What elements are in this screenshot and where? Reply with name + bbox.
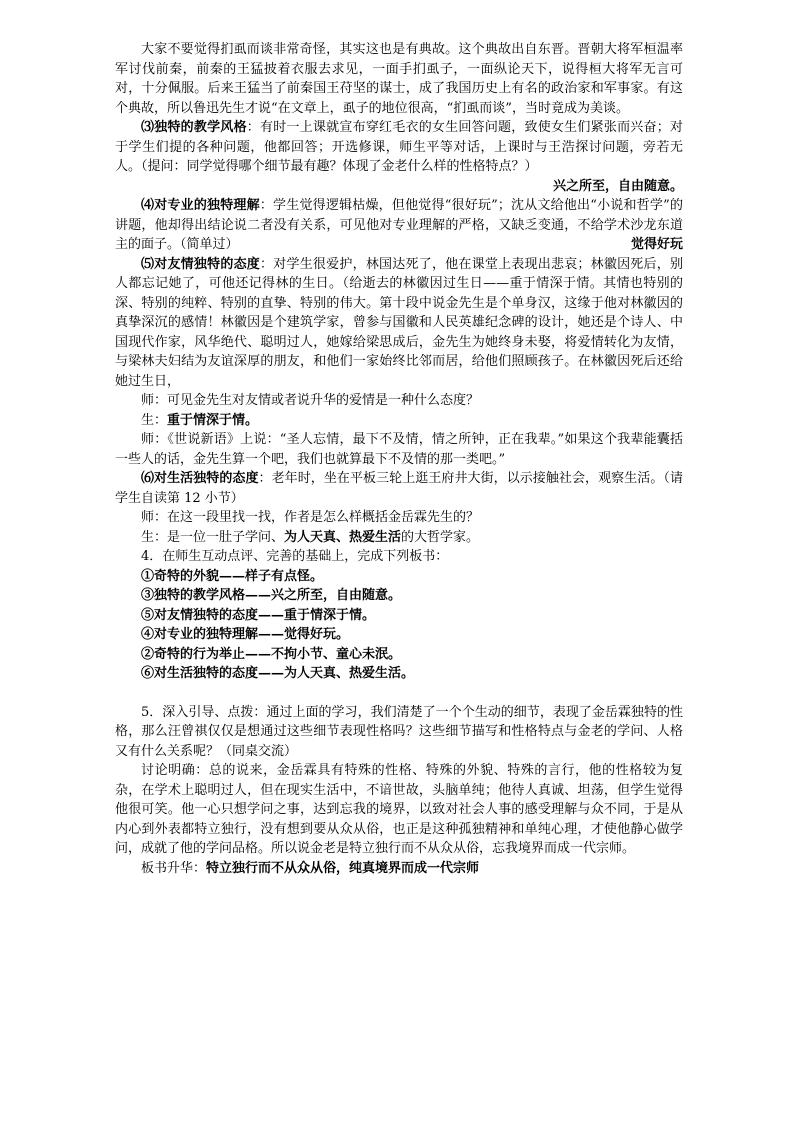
blackboard-list-item: ①奇特的外貌——样子有点怪。 <box>141 568 324 584</box>
paragraph-deep-guidance: 5．深入引导、点拨：通过上面的学习，我们清楚了一个个生动的细节，表现了金岳霖独特的性格，那么汪曾祺仅仅是想通过这些细节表现性格吗？这些细节描写和性格特点与金老的学问、人格又有什么关系呢？（同桌交流） <box>115 704 683 759</box>
section-text: ：学生觉得逻辑枯燥，但他觉得“很好玩”；沈从文给他出“小说和哲学”的讲题，他却得出结论说二者没有关系，可见他对专业理解的严格，又缺乏变通，不给学术沙龙东道主的面子。（简单过） <box>115 198 683 252</box>
paragraph-life-attitude <box>115 469 683 508</box>
teacher-question-summary: 师：在这一段里找一找，作者是怎么样概括金岳霖先生的？ <box>141 510 480 525</box>
paragraph-friendship-attitude <box>115 255 683 392</box>
answer-suffix: 的大哲学家。 <box>401 529 480 545</box>
blackboard-list-item: ④对专业的独特理解——觉得好玩。 <box>141 627 350 642</box>
teaching-style-conclusion: 兴之所至，自由随意。 <box>552 178 683 194</box>
student-answer-summary <box>115 528 683 548</box>
teacher-quote-shishuo: 师：《世说新语》上说：“圣人忘情，最下不及情，情之所钟，正在我辈。”如果这个我辈能囊括一些人的话，金先生算一个吧，我们也就算最下不及情的那一类吧。” <box>115 432 683 467</box>
student-answer-friendship <box>115 411 683 431</box>
document-page <box>115 40 683 878</box>
section-label: ⑷对专业的独特理解 <box>141 198 260 213</box>
blackboard-list-item: ②奇特的行为举止——不拘小节、童心未泯。 <box>141 646 402 662</box>
section-label: ⑶独特的教学风格 <box>141 120 247 135</box>
blackboard-list-item: ③独特的教学风格——兴之所至，自由随意。 <box>141 588 402 603</box>
blackboard-instruction: 4．在师生互动点评、完善的基础上，完成下列板书： <box>141 549 449 564</box>
summary-prefix: 板书升华： <box>141 860 207 876</box>
paragraph-teaching-style <box>115 118 683 177</box>
section-text: ：对学生很爱护，林国达死了，他在课堂上表现出悲哀；林徽因死后，别人都忘记她了，可他还记得林的生日。（给逝去的林徽因过生日——重于情深于情。其情也特别的深、特别的纯粹、特别的直挚、特别的伟大。第十段中说金先生是个单身汉，这缘于他对林徽因的真挚深沉的感情！林徽因是个建筑学家，曾参与国徽和人民英雄纪念碑的设计，她还是个诗人、中国现代作家，风华绝代、聪明过人，她嫁给梁思成后，金先生为她终身未娶，将爱情转化为友情，与梁林夫妇结为友谊深厚的朋友，和他们一家始终比邻而居，给他们照顾孩子。在林徽因死后还给她过生日， <box>115 256 683 389</box>
section-label: ⑹对生活独特的态度 <box>141 471 259 486</box>
section-label: ⑸对友情独特的态度 <box>141 256 261 272</box>
answer-bold: 为人天真、热爱生活 <box>284 529 402 545</box>
teacher-question-friendship: 师：可见金先生对友情或者说升华的爱情是一种什么态度？ <box>141 393 480 408</box>
blackboard-list-item: ⑥对生活独特的态度——为人天真、热爱生活。 <box>141 666 415 681</box>
answer-prefix: 生：是一位一肚子学问、 <box>141 529 285 545</box>
paragraph-discussion-conclusion: 讨论明确：总的说来，金岳霖具有特殊的性格、特殊的外貌、特殊的言行，他的性格较为复杂，在学术上聪明过人，但在现实生活中，不谙世故，头脑单纯；他待人真诚、坦荡，但学生觉得他很可笑。他一心只想学问之事，达到忘我的境界，以致对社会人事的感受理解与众不同，于是从内心到外表都特立独行，没有想到要从众从俗，也正是这种孤独精神和单纯心理，才使他静心做学问，成就了他的学问品格。所以说金老是特立独行而不从众从俗，忘我境界而成一代宗师。 <box>115 763 683 856</box>
speaker-label: 生： <box>141 412 168 428</box>
paragraph-blackboard-summary <box>115 859 683 879</box>
section-text: ：老年时，坐在平板三轮上逛王府井大街，以示接触社会，观察生活。（请学生自读第 12 小节） <box>115 471 683 506</box>
paragraph-dianggu: 大家不要觉得扪虱而谈非常奇怪，其实这也是有典故。这个典故出自东晋。晋朝大将军桓温率军讨伐前秦，前秦的王猛披着衣服去求见，一面手扪虱子，一面纵论天下，说得桓大将军无言可对，十分佩服。后来王猛当了前秦国王苻坚的谋士，成了我国历史上有名的政治家和军事家。有这个典故，所以鲁迅先生才说“在文章上，虱子的地位很高，“扪虱而谈”，当时竟成为美谈。 <box>115 42 683 116</box>
professional-conclusion: 觉得好玩 <box>630 237 683 252</box>
spacer <box>115 684 683 703</box>
blackboard-list-item: ⑤对友情独特的态度——重于情深于情。 <box>141 607 376 623</box>
paragraph-professional-understanding <box>115 196 683 255</box>
summary-bold: 特立独行而不从众从俗，纯真境界而成一代宗师 <box>206 860 480 876</box>
section-text: ：有时一上课就宣布穿红毛衣的女生回答问题，致使女生们紧张而兴奋；对于学生们提的各种问题，他都回答；开选修课，师生平等对话，上课时与王浩探讨问题，旁若无人。（提问：同学觉得哪个细节最有趣？体现了金老什么样的性格特点？） <box>115 120 683 174</box>
answer-text: 重于情深于情。 <box>167 412 259 428</box>
